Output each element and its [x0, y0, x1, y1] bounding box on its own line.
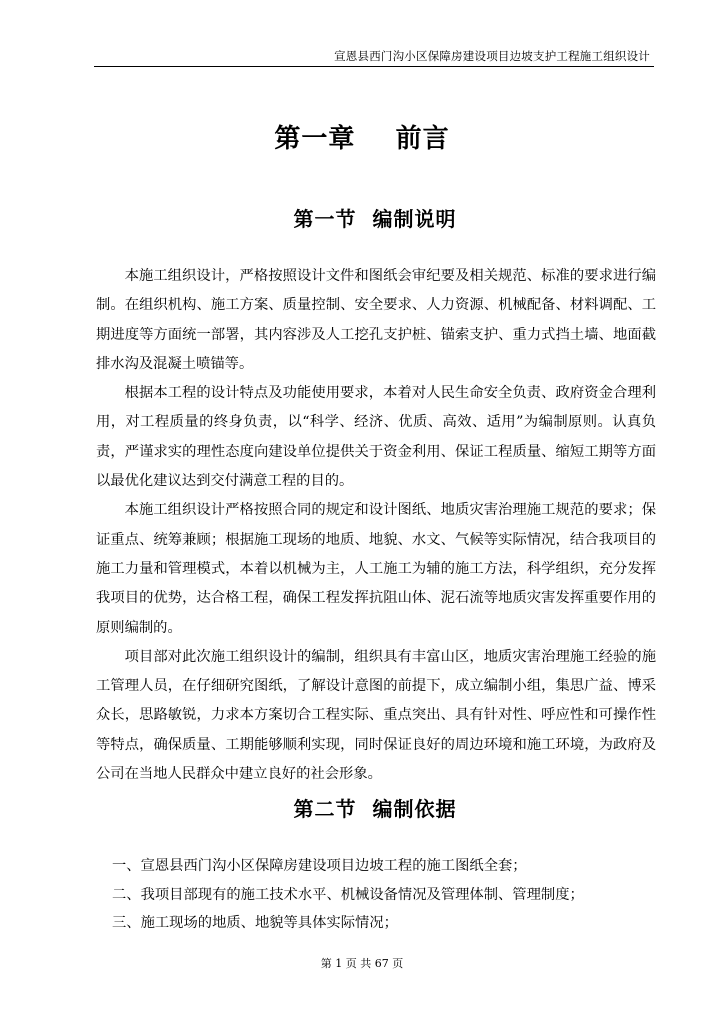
- page-number: 第 1 页 共 67 页: [320, 957, 404, 970]
- section-title-compilation-notes: 第一节 编制说明: [293, 207, 457, 231]
- document-header-title: 宣恩县西门沟小区保障房建设项目边坡支护工程施工组织设计: [334, 49, 650, 63]
- compilation-basis-list: [112, 852, 652, 938]
- paragraph: 本施工组织设计严格按照合同的规定和设计图纸、地质灾害治理施工规范的要求；保证重点、统筹兼顾；根据施工现场的地质、地貌、水文、气候等实际情况，结合我项目的施工力量和管理模式，本着以机械为主，人工施工为辅的施工方法，科学组织，充分发挥我项目的优势，达合格工程，确保工程发挥抗阻山体、泥石流等地质灾害发挥重要作用的原则编制的。: [96, 502, 656, 636]
- section-title-compilation-basis: 第二节 编制依据: [293, 797, 457, 821]
- list-item: 三、施工现场的地质、地貌等具体实际情况；: [112, 915, 398, 931]
- compilation-notes-body: [96, 262, 656, 789]
- paragraph: 本施工组织设计，严格按照设计文件和图纸会审纪要及相关规范、标准的要求进行编制。在组织机构、施工方案、质量控制、安全要求、人力资源、机械配备、材料调配、工期进度等方面统一部署，其内容涉及人工挖孔支护桩、锚索支护、重力式挡土墙、地面截排水沟及混凝土喷锚等。: [96, 268, 656, 372]
- paragraph: 根据本工程的设计特点及功能使用要求，本着对人民生命安全负责、政府资金合理利用，对工程质量的终身负责，以“科学、经济、优质、高效、适用”为编制原则。认真负责，严谨求实的理性态度向建设单位提供关于资金利用、保证工程质量、缩短工期等方面以最优化建议达到交付满意工程的目的。: [96, 385, 656, 490]
- list-item: 一、宣恩县西门沟小区保障房建设项目边坡工程的施工图纸全套；: [112, 858, 527, 874]
- list-item: 二、我项目部现有的施工技术水平、机械设备情况及管理体制、管理制度；: [112, 886, 584, 903]
- header-divider: [94, 66, 654, 67]
- chapter-title: 第一章 前言: [274, 124, 450, 154]
- paragraph: 项目部对此次施工组织设计的编制，组织具有丰富山区，地质灾害治理施工经验的施工管理人员，在仔细研究图纸，了解设计意图的前提下，成立编制小组，集思广益、博采众长，思路敏锐，力求本方案切合工程实际、重点突出、具有针对性、呼应性和可操作性等特点，确保质量、工期能够顺利实现，同时保证良好的周边环境和施工环境，为政府及公司在当地人民群众中建立良好的社会形象。: [96, 648, 656, 783]
